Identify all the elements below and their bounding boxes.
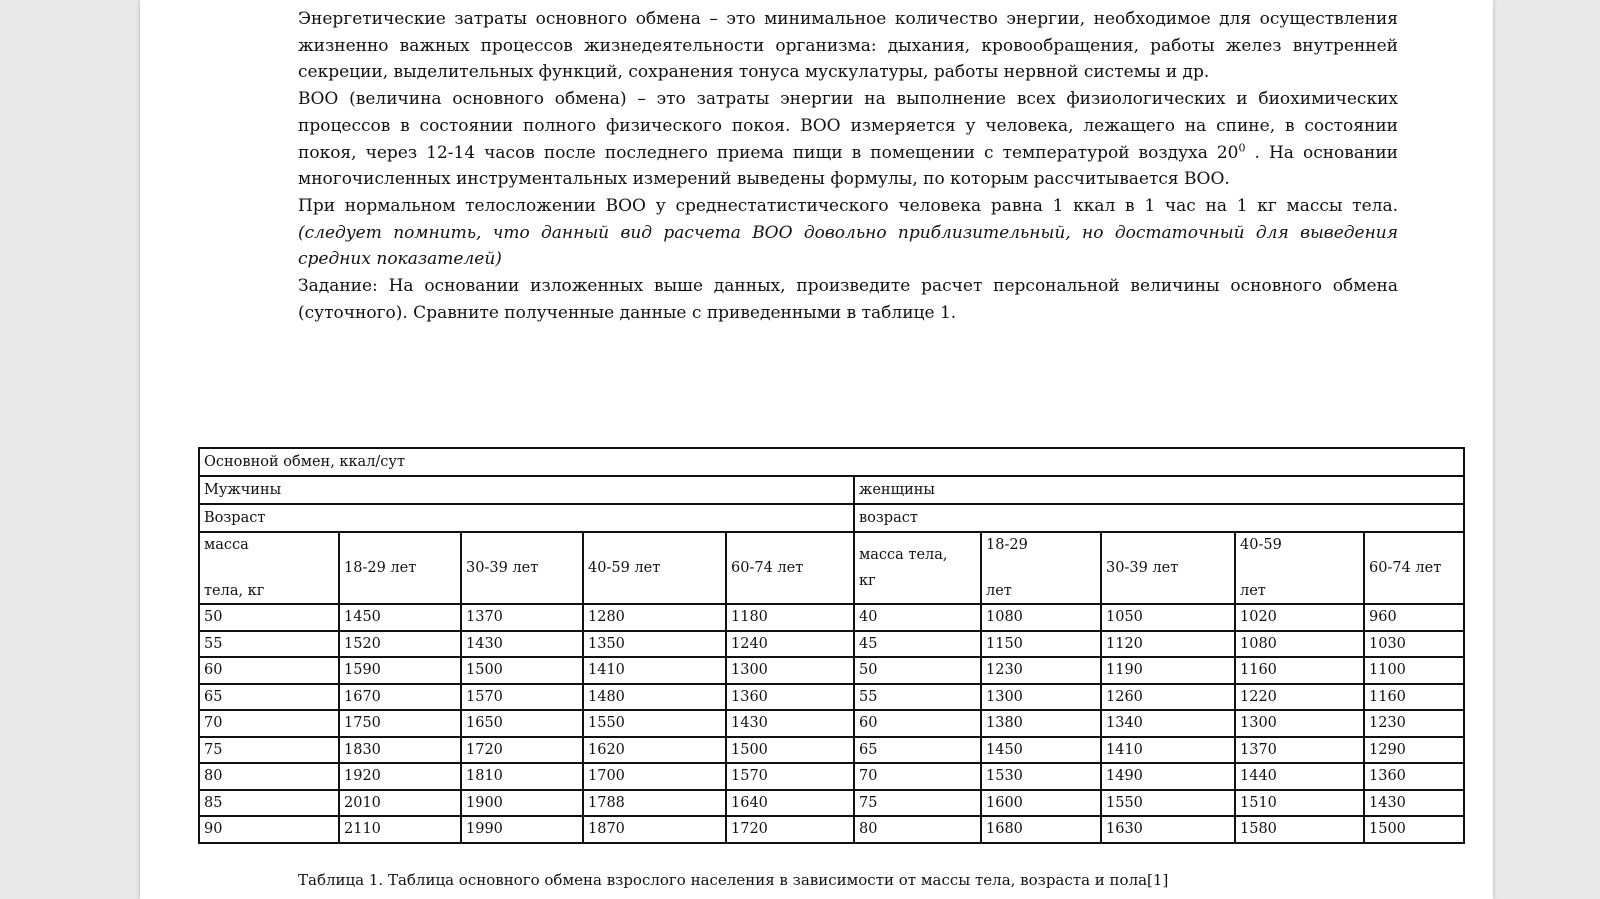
table-cell: 70 (854, 763, 981, 790)
table-cell: 1100 (1364, 657, 1464, 684)
table-cell: 1380 (981, 710, 1101, 737)
table-cell: 1240 (726, 631, 854, 658)
degree-superscript: 0 (1238, 140, 1246, 154)
table-caption: Таблица 1. Таблица основного обмена взрослого населения в зависимости от массы тела, возраста и пола[1] (298, 871, 1169, 889)
table-cell: 75 (854, 790, 981, 817)
table-cell: 1600 (981, 790, 1101, 817)
table-cell: 1570 (726, 763, 854, 790)
table-row (199, 604, 1464, 631)
table-row (199, 737, 1464, 764)
table-cell: 80 (199, 763, 339, 790)
table-cell: 1630 (1101, 816, 1235, 843)
table-cell: 1788 (583, 790, 726, 817)
table-cell: 1870 (583, 816, 726, 843)
table-cell: 1260 (1101, 684, 1235, 711)
paragraph-note-italic: (следует помнить, что данный вид расчета ВОО довольно приблизительный, но достаточный для выведения средних показателей) (298, 222, 1398, 270)
women-mass-header (854, 532, 981, 604)
table-row (199, 763, 1464, 790)
table-cell: 1030 (1364, 631, 1464, 658)
table-cell: 55 (199, 631, 339, 658)
table-cell: 85 (199, 790, 339, 817)
paragraph-normal-build (298, 193, 1398, 273)
paragraph-task: Задание: На основании изложенных выше данных, произведите расчет персональной величины основного обмена (суточного). Сравните полученные данные с приведенными в таблице 1. (298, 276, 1398, 323)
table-cell: 1180 (726, 604, 854, 631)
table-cell: 1670 (339, 684, 461, 711)
table-cell: 1580 (1235, 816, 1364, 843)
paragraph-normal-build-text: При нормальном телосложении ВОО у среднестатистического человека равна 1 ккал в 1 час на 1 кг массы тела. (298, 195, 1398, 216)
table-cell: 1300 (1235, 710, 1364, 737)
table-cell: 2110 (339, 816, 461, 843)
men-age-col-2: 30-39 лет (461, 532, 583, 604)
table-cell: 1500 (1364, 816, 1464, 843)
women-age-col-1-line2: лет (986, 583, 1012, 599)
table-cell: 1440 (1235, 763, 1364, 790)
table-cell: 1120 (1101, 631, 1235, 658)
men-header: Мужчины (199, 476, 854, 504)
women-mass-header-line1: масса тела, (859, 547, 948, 563)
table-cell: 1810 (461, 763, 583, 790)
table-cell: 1480 (583, 684, 726, 711)
table-cell: 1500 (461, 657, 583, 684)
women-age-col-4: 60-74 лет (1364, 532, 1464, 604)
table-cell: 1680 (981, 816, 1101, 843)
table-cell: 50 (854, 657, 981, 684)
table-cell: 1230 (981, 657, 1101, 684)
men-mass-header-line1: масса (204, 537, 249, 553)
women-mass-header-line2: кг (859, 573, 876, 589)
table-cell: 1360 (726, 684, 854, 711)
table-cell: 1340 (1101, 710, 1235, 737)
table-row (199, 710, 1464, 737)
table-cell: 1280 (583, 604, 726, 631)
table-cell: 1450 (981, 737, 1101, 764)
paragraph-boo (298, 86, 1398, 193)
table-cell: 45 (854, 631, 981, 658)
body-text (298, 6, 1398, 326)
table-cell: 1160 (1235, 657, 1364, 684)
table-cell: 90 (199, 816, 339, 843)
men-age-col-4: 60-74 лет (726, 532, 854, 604)
paragraph-definition: Энергетические затраты основного обмена – это минимальное количество энергии, необходимое для осуществления жизненно важных процессов жизнедеятельности организма: дыхания, кровообращения, работы желез внутренней секреции, выделительных функций, сохранения тонуса мускулатуры, работы нервной системы и др. (298, 9, 1398, 83)
women-age-col-1-line1: 18-29 (986, 537, 1028, 553)
table-cell: 55 (854, 684, 981, 711)
women-age-col-3-line1: 40-59 (1240, 537, 1282, 553)
women-age-col-3 (1235, 532, 1364, 604)
table-cell: 1530 (981, 763, 1101, 790)
table-cell: 1290 (1364, 737, 1464, 764)
table-cell: 1080 (1235, 631, 1364, 658)
table-cell: 1370 (461, 604, 583, 631)
table-cell: 1300 (726, 657, 854, 684)
table-cell: 1450 (339, 604, 461, 631)
table-row (199, 816, 1464, 843)
table-row (199, 790, 1464, 817)
table-cell: 1370 (1235, 737, 1364, 764)
table-cell: 70 (199, 710, 339, 737)
table-cell: 1700 (583, 763, 726, 790)
table-cell: 1620 (583, 737, 726, 764)
table-cell: 1300 (981, 684, 1101, 711)
men-age-col-1: 18-29 лет (339, 532, 461, 604)
table-cell: 1920 (339, 763, 461, 790)
women-age-col-3-line2: лет (1240, 583, 1266, 599)
table-title: Основной обмен, ккал/сут (199, 448, 1464, 476)
table-cell: 60 (199, 657, 339, 684)
table-cell: 1020 (1235, 604, 1364, 631)
document-page (140, 0, 1493, 899)
table-cell: 80 (854, 816, 981, 843)
table-row (199, 684, 1464, 711)
table-cell: 40 (854, 604, 981, 631)
table-cell: 50 (199, 604, 339, 631)
bmr-table (198, 447, 1465, 844)
table-cell: 65 (854, 737, 981, 764)
table-cell: 1550 (583, 710, 726, 737)
table-cell: 1410 (1101, 737, 1235, 764)
table-cell: 1490 (1101, 763, 1235, 790)
paragraph-boo-part2: . На основании многочисленных инструментальных измерений выведены формулы, по которым рассчитывается ВОО. (298, 142, 1398, 190)
table-cell: 1190 (1101, 657, 1235, 684)
table-cell: 1520 (339, 631, 461, 658)
table-cell: 1430 (726, 710, 854, 737)
women-age-col-1 (981, 532, 1101, 604)
table-cell: 60 (854, 710, 981, 737)
table-cell: 1220 (1235, 684, 1364, 711)
table-cell: 1050 (1101, 604, 1235, 631)
men-age-col-3: 40-59 лет (583, 532, 726, 604)
table-cell: 1640 (726, 790, 854, 817)
table-cell: 1900 (461, 790, 583, 817)
paragraph-boo-part1: ВОО (величина основного обмена) – это затраты энергии на выполнение всех физиологических и биохимических процессов в состоянии полного физического покоя. ВОО измеряется у человека, лежащего на спине, в состоянии покоя, через 12-14 часов после последнего приема пищи в помещении с температурой воздуха 20 (298, 89, 1398, 163)
table-cell: 1720 (726, 816, 854, 843)
table-cell: 1650 (461, 710, 583, 737)
men-age-header: Возраст (199, 504, 854, 532)
table-cell: 1430 (1364, 790, 1464, 817)
table-cell: 2010 (339, 790, 461, 817)
table-cell: 1430 (461, 631, 583, 658)
table-cell: 1550 (1101, 790, 1235, 817)
table-cell: 65 (199, 684, 339, 711)
table-row (199, 631, 1464, 658)
men-mass-header (199, 532, 339, 604)
table-cell: 1410 (583, 657, 726, 684)
table-cell: 1830 (339, 737, 461, 764)
table-row (199, 657, 1464, 684)
table-cell: 960 (1364, 604, 1464, 631)
table-cell: 1360 (1364, 763, 1464, 790)
table-cell: 1500 (726, 737, 854, 764)
men-mass-header-line2: тела, кг (204, 583, 265, 599)
table-cell: 1570 (461, 684, 583, 711)
women-header: женщины (854, 476, 1464, 504)
table-cell: 1080 (981, 604, 1101, 631)
table-cell: 1590 (339, 657, 461, 684)
women-age-header: возраст (854, 504, 1464, 532)
women-age-col-2: 30-39 лет (1101, 532, 1235, 604)
table-cell: 1230 (1364, 710, 1464, 737)
table-cell: 1510 (1235, 790, 1364, 817)
table-cell: 1150 (981, 631, 1101, 658)
table-cell: 1720 (461, 737, 583, 764)
table-cell: 75 (199, 737, 339, 764)
table-cell: 1990 (461, 816, 583, 843)
table-cell: 1350 (583, 631, 726, 658)
table-cell: 1160 (1364, 684, 1464, 711)
table-cell: 1750 (339, 710, 461, 737)
